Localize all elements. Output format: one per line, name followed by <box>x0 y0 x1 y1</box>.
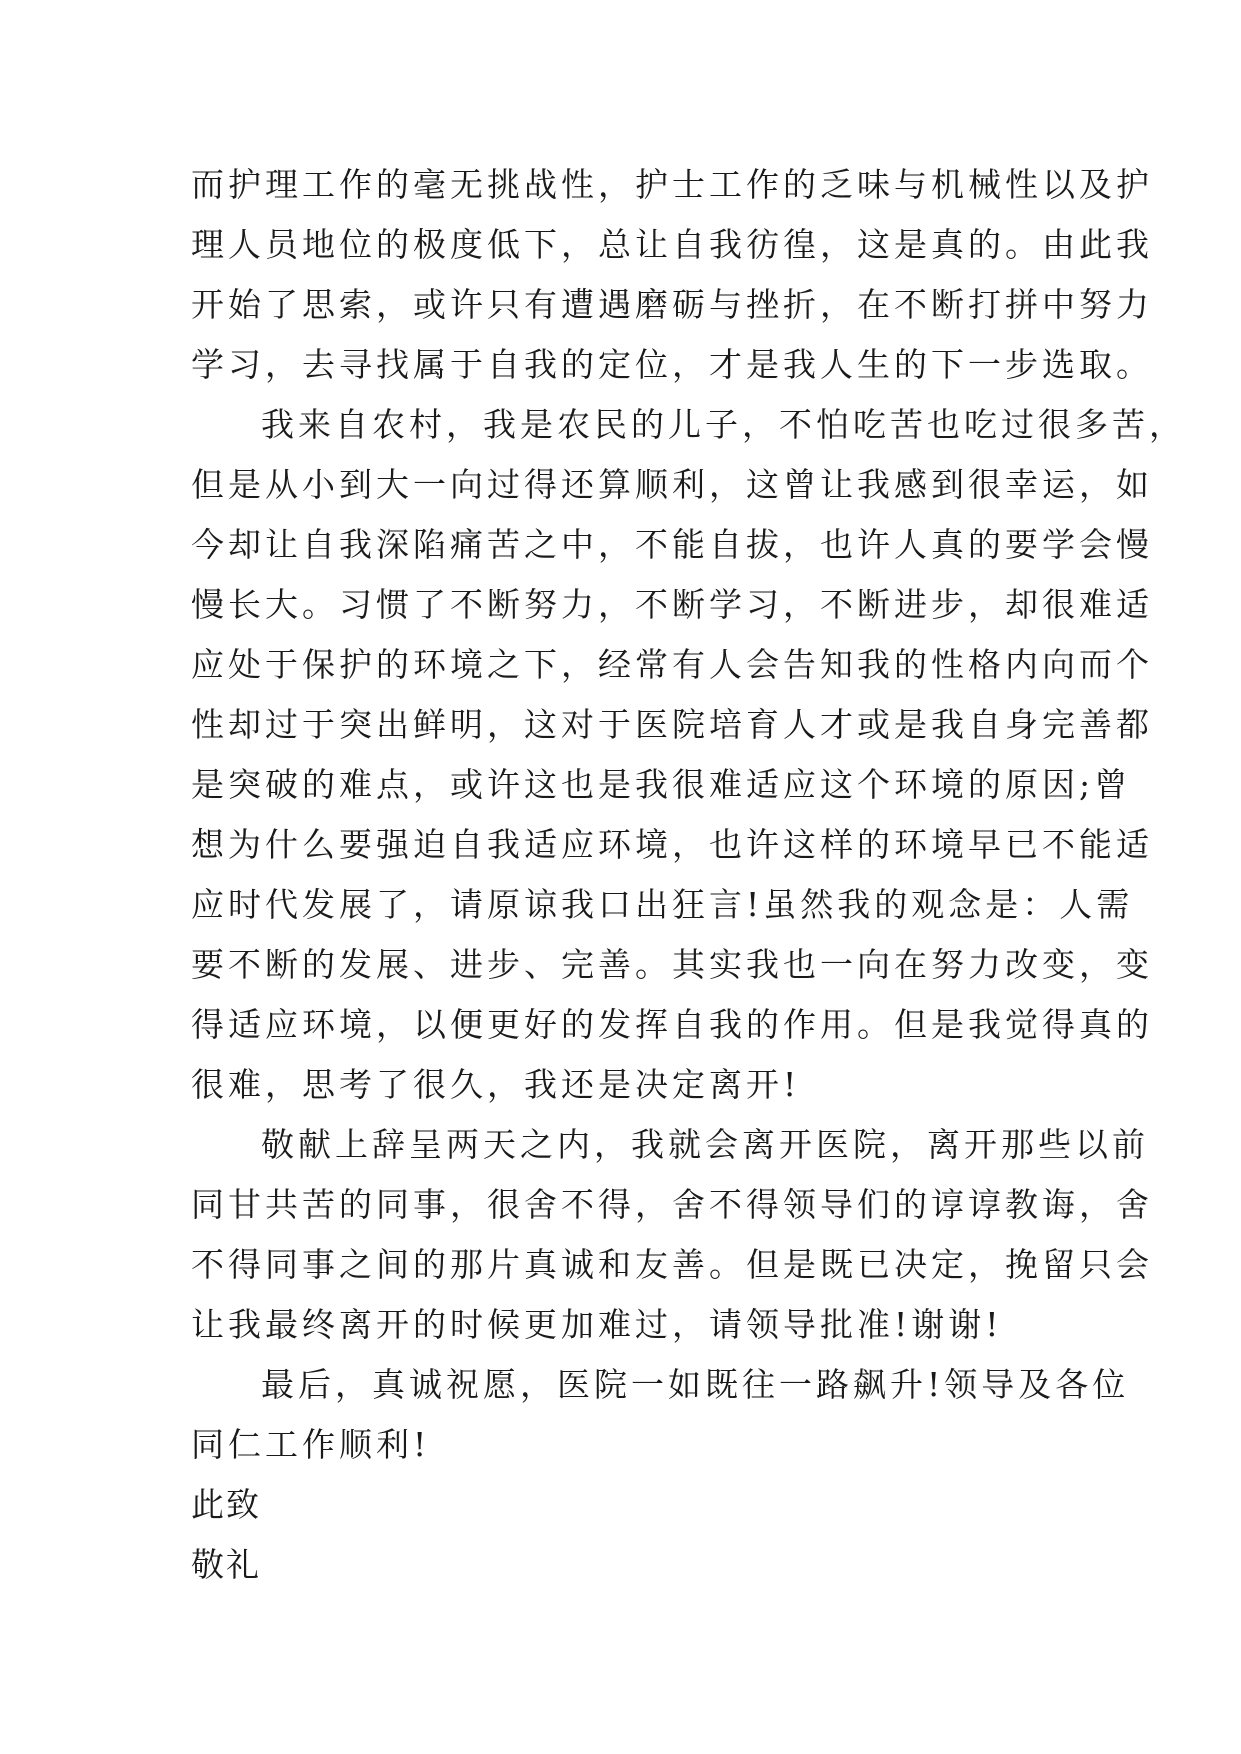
text-line: 理人员地位的极度低下，总让自我彷徨，这是真的。由此我 <box>191 225 1153 264</box>
text-line: 开始了思索，或许只有遭遇磨砺与挫折，在不断打拼中努力 <box>191 285 1153 324</box>
text-line: 要不断的发展、进步、完善。其实我也一向在努力改变，变 <box>191 945 1153 984</box>
text-line: 性却过于突出鲜明，这对于医院培育人才或是我自身完善都 <box>191 705 1153 744</box>
text-line: 应处于保护的环境之下，经常有人会告知我的性格内向而个 <box>191 645 1153 684</box>
text-line: 得适应环境，以便更好的发挥自我的作用。但是我觉得真的 <box>191 1005 1153 1044</box>
text-line: 不得同事之间的那片真诚和友善。但是既已决定，挽留只会 <box>191 1245 1153 1284</box>
closing-salutation: 此致 <box>191 1485 261 1524</box>
text-line: 让我最终离开的时候更加难过，请领导批准!谢谢! <box>191 1305 1003 1344</box>
closing-regards: 敬礼 <box>191 1545 261 1584</box>
text-line: 想为什么要强迫自我适应环境，也许这样的环境早已不能适 <box>191 825 1153 864</box>
text-line: 但是从小到大一向过得还算顺利，这曾让我感到很幸运，如 <box>191 465 1153 504</box>
text-line: 今却让自我深陷痛苦之中，不能自拔，也许人真的要学会慢 <box>191 525 1153 564</box>
text-line: 很难，思考了很久，我还是决定离开! <box>191 1065 801 1104</box>
text-line: 同仁工作顺利! <box>191 1425 431 1464</box>
paragraph-start-line: 敬献上辞呈两天之内，我就会离开医院，离开那些以前 <box>261 1125 1149 1164</box>
paragraph-start-line: 我来自农村，我是农民的儿子，不怕吃苦也吃过很多苦， <box>261 405 1186 444</box>
text-line: 同甘共苦的同事，很舍不得，舍不得领导们的谆谆教诲，舍 <box>191 1185 1153 1224</box>
text-line: 是突破的难点，或许这也是我很难适应这个环境的原因;曾 <box>191 765 1132 804</box>
text-line: 应时代发展了，请原谅我口出狂言!虽然我的观念是：人需 <box>191 885 1134 924</box>
text-line: 而护理工作的毫无挑战性，护士工作的乏味与机械性以及护 <box>191 165 1153 204</box>
paragraph-start-line: 最后，真诚祝愿，医院一如既往一路飙升!领导及各位 <box>261 1365 1130 1404</box>
letter-body <box>191 155 1186 1595</box>
text-line: 慢长大。习惯了不断努力，不断学习，不断进步，却很难适 <box>191 585 1153 624</box>
text-line: 学习，去寻找属于自我的定位，才是我人生的下一步选取。 <box>191 345 1153 384</box>
